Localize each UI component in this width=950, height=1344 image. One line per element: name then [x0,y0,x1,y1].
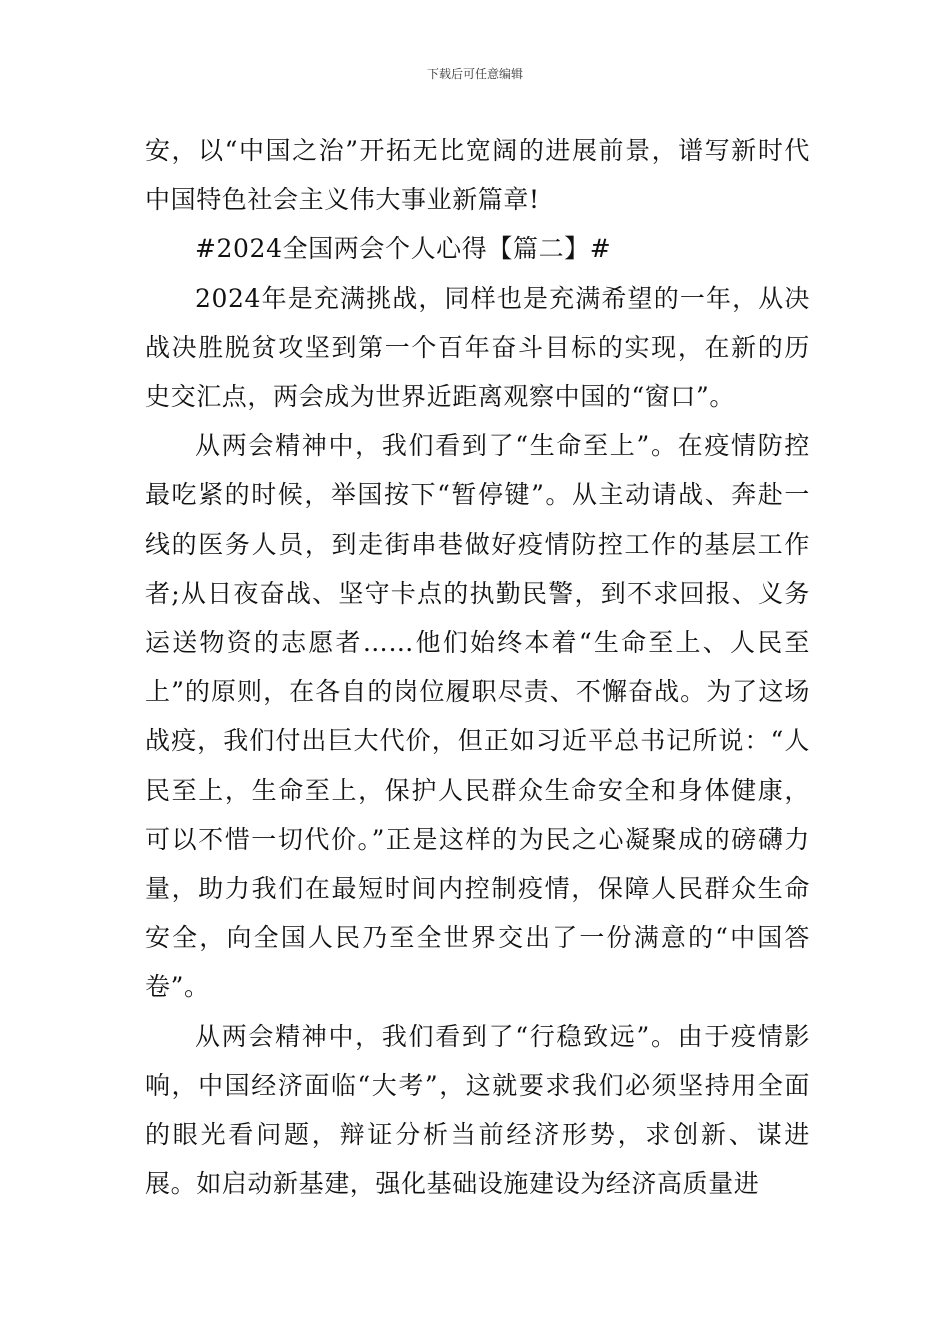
paragraph: 2024年是充满挑战，同样也是充满希望的一年，从决战决胜脱贫攻坚到第一个百年奋斗目标的实现，在新的历史交汇点，两会成为世界近距离观察中国的“窗口”。 [145,283,810,412]
section-heading: #2024全国两会个人心得【篇二】# [195,234,612,264]
document-body [145,126,810,1208]
paragraph: 从两会精神中，我们看到了“生命至上”。在疫情防控最吃紧的时候，举国按下“暂停键”。从主动请战、奔赴一线的医务人员，到走街串巷做好疫情防控工作的基层工作者;从日夜奋战、坚守卡点的执勤民警，到不求回报、义务运送物资的志愿者……他们始终本着“生命至上、人民至上”的原则，在各自的岗位履职尽责、不懈奋战。为了这场战疫，我们付出巨大代价，但正如习近平总书记所说：“人民至上，生命至上，保护人民群众生命安全和身体健康，可以不惜一切代价。”正是这样的为民之心凝聚成的磅礴力量，助力我们在最短时间内控制疫情，保障人民群众生命安全，向全国人民乃至全世界交出了一份满意的“中国答卷”。 [145,431,810,1002]
page-header-note: 下载后可任意编辑 [426,67,523,81]
paragraph: 从两会精神中，我们看到了“行稳致远”。由于疫情影响，中国经济面临“大考”，这就要求我们必须坚持用全面的眼光看问题，辩证分析当前经济形势，求创新、谋进展。如启动新基建，强化基础设施建设为经济高质量进 [145,1021,810,1199]
paragraph-continuation: 安，以“中国之治”开拓无比宽阔的进展前景，谱写新时代中国特色社会主义伟大事业新篇章! [145,136,810,215]
